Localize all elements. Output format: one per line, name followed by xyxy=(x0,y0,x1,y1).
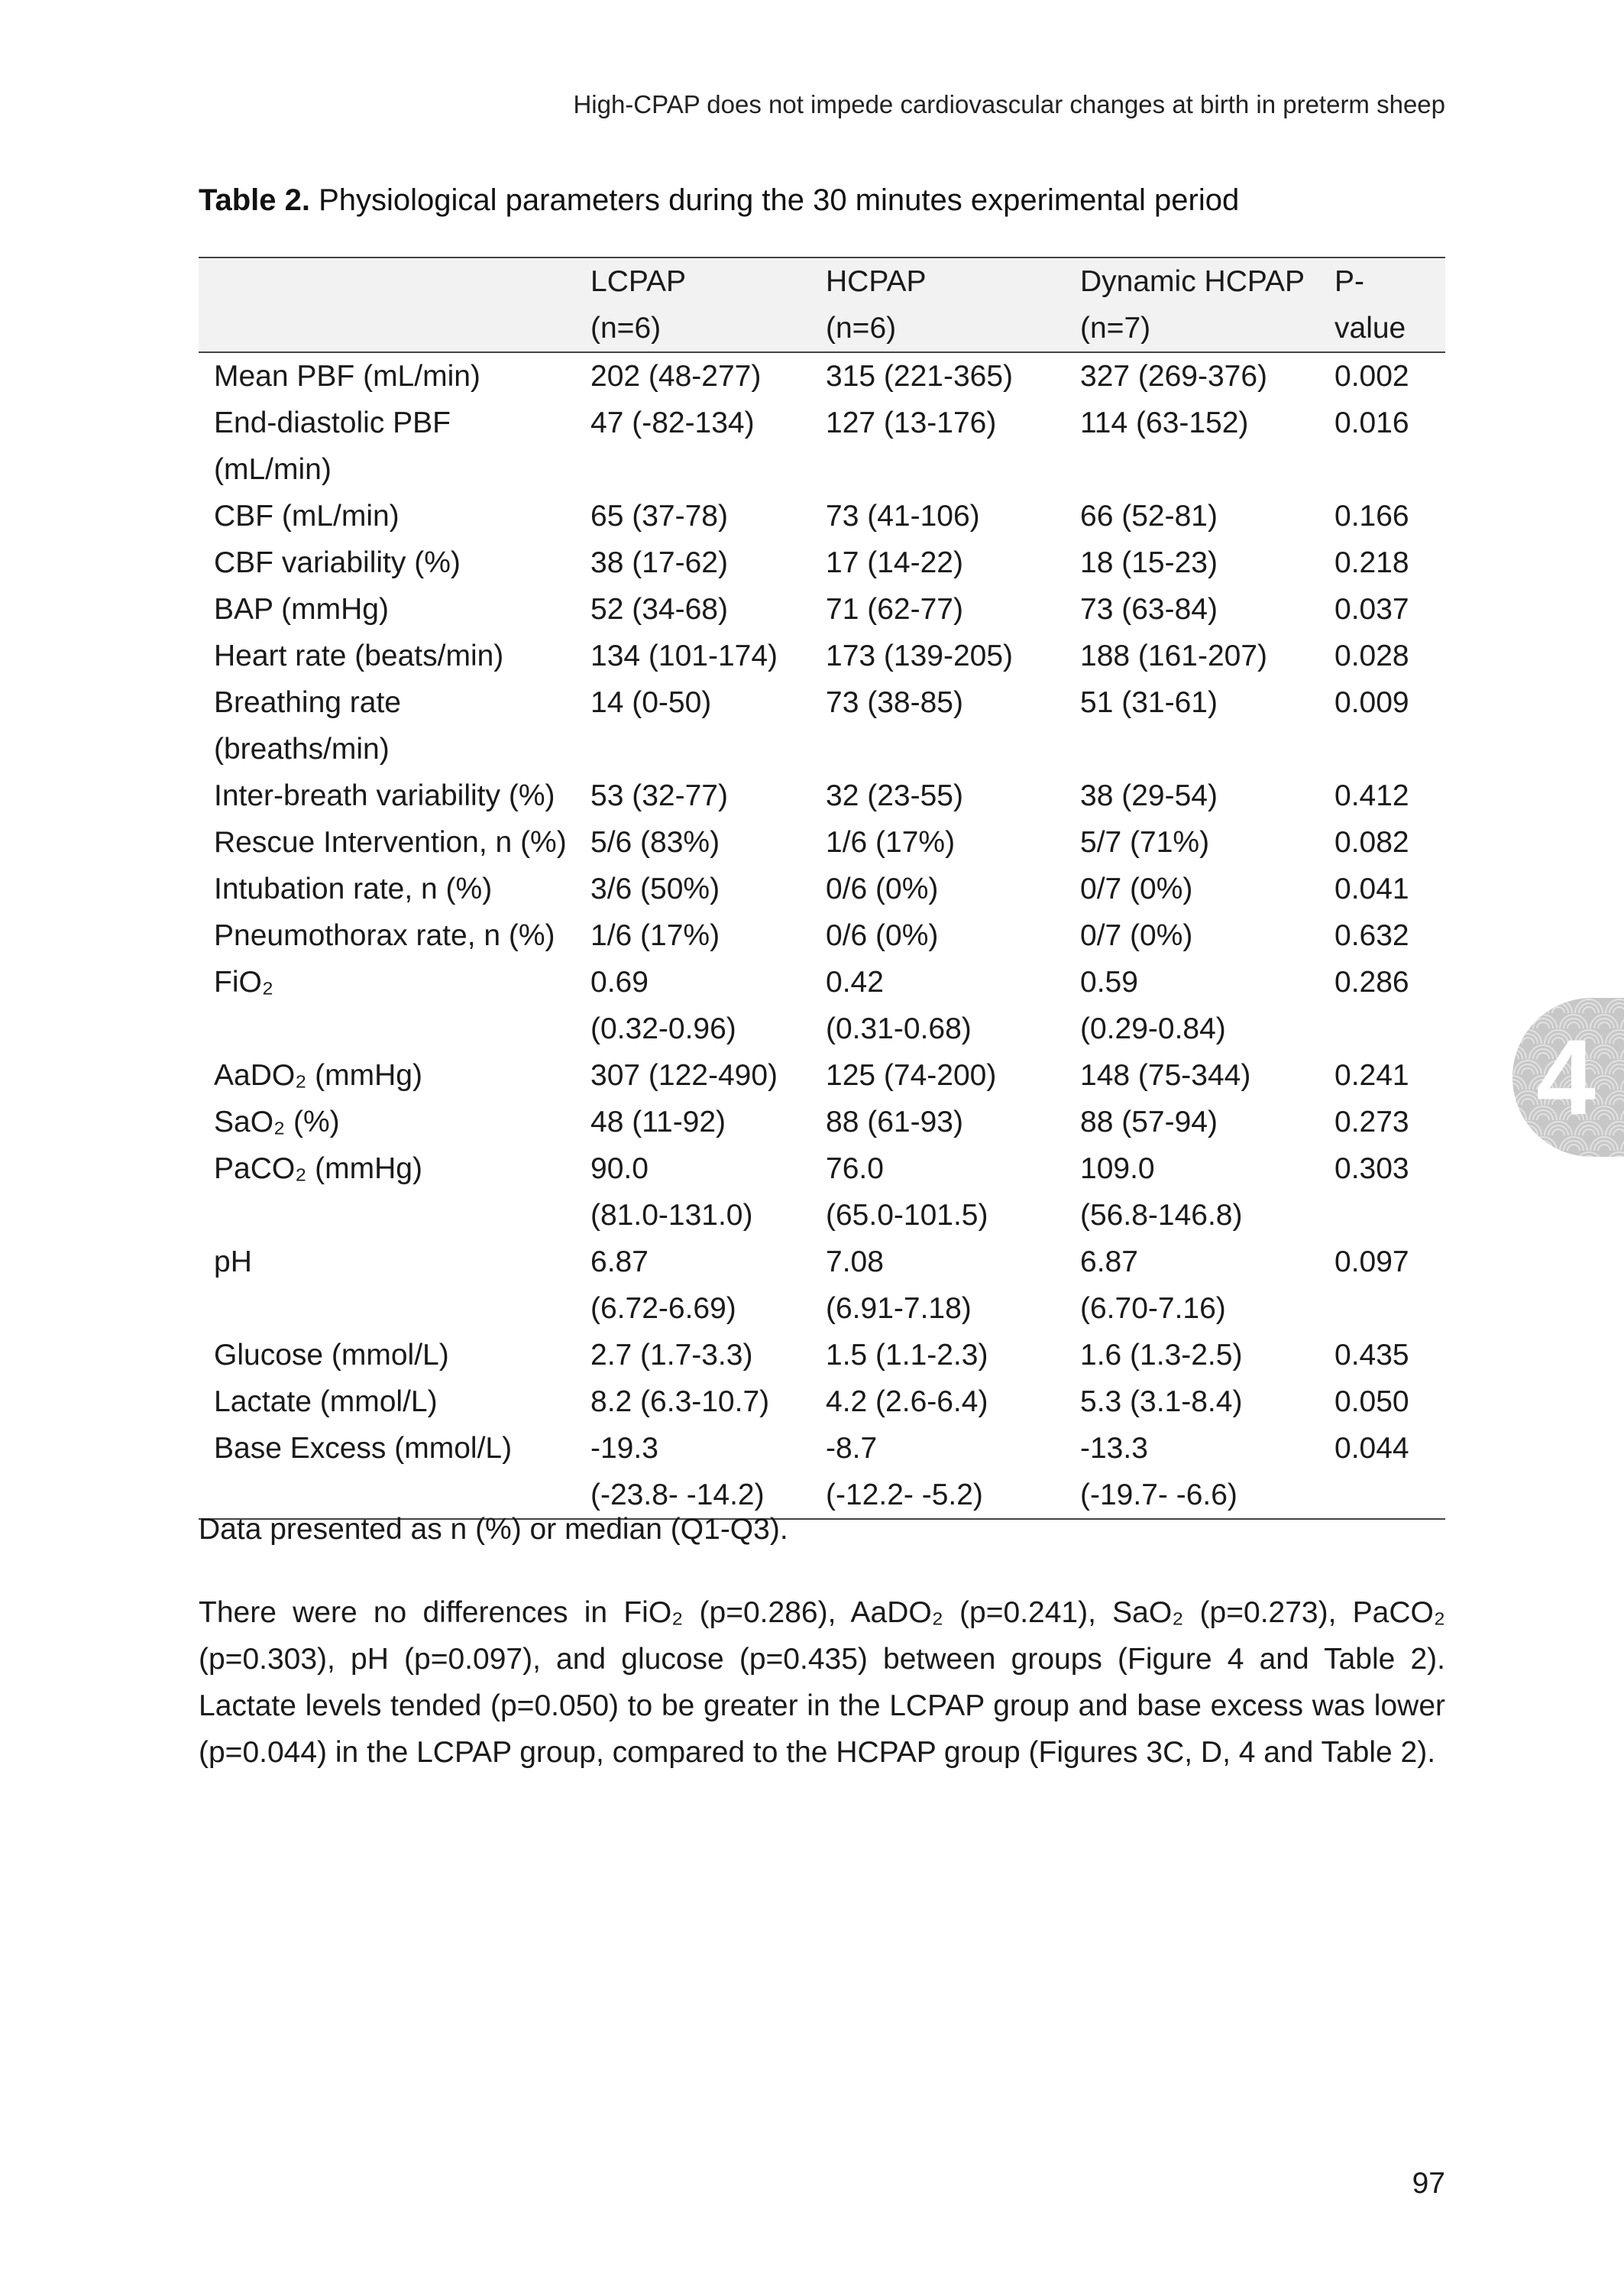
table-row xyxy=(199,1099,1445,1145)
cell-line: 32 (23-55) xyxy=(826,779,963,812)
cell-p-value xyxy=(1334,1378,1445,1425)
cell-p-value xyxy=(1334,912,1445,959)
cell-line: 0.044 xyxy=(1334,1432,1409,1465)
cell-line: 38 (29-54) xyxy=(1080,779,1218,812)
cell-line: 0.082 xyxy=(1334,826,1409,859)
table-row xyxy=(199,1332,1445,1378)
table-caption-label: Table 2. xyxy=(199,183,310,217)
cell-dynamic-hcpap xyxy=(1080,959,1334,1052)
cell-line: Lactate (mmol/L) xyxy=(214,1385,438,1418)
cell-line: 1.5 (1.1-2.3) xyxy=(826,1339,988,1372)
cell-line: 0.632 xyxy=(1334,919,1409,952)
cell-hcpap xyxy=(826,493,1080,539)
cell-hcpap xyxy=(826,819,1080,866)
cell-line: 48 (11-92) xyxy=(590,1106,726,1138)
table-row xyxy=(199,633,1445,679)
table-row xyxy=(199,1052,1445,1099)
cell-line: FiO₂ xyxy=(214,966,273,999)
cell-line: (0.32-0.96) xyxy=(590,1012,736,1045)
cell-line: PaCO₂ (mmHg) xyxy=(214,1152,422,1185)
header-parameter xyxy=(199,305,590,352)
cell-p-value xyxy=(1334,1239,1445,1332)
cell-line: 148 (75-344) xyxy=(1080,1059,1251,1092)
cell-parameter xyxy=(199,1052,590,1099)
cell-parameter xyxy=(199,1239,590,1332)
cell-dynamic-hcpap xyxy=(1080,1332,1334,1378)
cell-lcpap xyxy=(590,819,826,866)
cell-line: 3/6 (50%) xyxy=(590,873,720,905)
cell-line: 0.286 xyxy=(1334,966,1409,999)
cell-lcpap xyxy=(590,866,826,912)
cell-line: -19.3 xyxy=(590,1432,658,1465)
table-row xyxy=(199,819,1445,866)
cell-hcpap xyxy=(826,400,1080,493)
cell-line: 127 (13-176) xyxy=(826,406,997,439)
cell-line: 0.42 xyxy=(826,966,884,999)
cell-line: 88 (61-93) xyxy=(826,1106,963,1138)
cell-line: AaDO₂ (mmHg) xyxy=(214,1059,422,1092)
cell-lcpap xyxy=(590,1239,826,1332)
cell-line: 1/6 (17%) xyxy=(590,919,720,952)
cell-hcpap xyxy=(826,959,1080,1052)
cell-line: Inter-breath variability (%) xyxy=(214,779,555,812)
cell-lcpap xyxy=(590,493,826,539)
cell-line: 0.273 xyxy=(1334,1106,1409,1138)
cell-line: 0.016 xyxy=(1334,406,1409,439)
table-row xyxy=(199,912,1445,959)
cell-line: 14 (0-50) xyxy=(590,686,712,719)
cell-lcpap xyxy=(590,400,826,493)
table-row xyxy=(199,772,1445,819)
cell-line: (-19.7- -6.6) xyxy=(1080,1478,1237,1511)
cell-lcpap xyxy=(590,1099,826,1145)
cell-line: 0.009 xyxy=(1334,686,1409,719)
cell-hcpap xyxy=(826,633,1080,679)
cell-line: 0.028 xyxy=(1334,640,1409,672)
cell-parameter xyxy=(199,400,590,493)
cell-line: 0.050 xyxy=(1334,1385,1409,1418)
cell-line: 76.0 xyxy=(826,1152,884,1185)
cell-p-value xyxy=(1334,352,1445,400)
cell-line: 327 (269-376) xyxy=(1080,360,1268,393)
cell-lcpap xyxy=(590,1425,826,1519)
cell-line: 1/6 (17%) xyxy=(826,826,956,859)
cell-parameter xyxy=(199,633,590,679)
cell-line: 47 (-82-134) xyxy=(590,406,755,439)
cell-lcpap xyxy=(590,1052,826,1099)
cell-parameter xyxy=(199,352,590,400)
cell-p-value xyxy=(1334,866,1445,912)
cell-line: Heart rate (beats/min) xyxy=(214,640,504,672)
cell-lcpap xyxy=(590,772,826,819)
cell-line: (6.70-7.16) xyxy=(1080,1292,1226,1325)
cell-lcpap xyxy=(590,1332,826,1378)
cell-line: 18 (15-23) xyxy=(1080,546,1218,579)
cell-line: 5.3 (3.1-8.4) xyxy=(1080,1385,1243,1418)
table-row xyxy=(199,493,1445,539)
cell-dynamic-hcpap xyxy=(1080,1378,1334,1425)
cell-dynamic-hcpap xyxy=(1080,1099,1334,1145)
cell-lcpap xyxy=(590,679,826,772)
cell-line: 53 (32-77) xyxy=(590,779,728,812)
cell-dynamic-hcpap xyxy=(1080,1425,1334,1519)
cell-hcpap xyxy=(826,352,1080,400)
cell-line: 6.87 xyxy=(1080,1245,1138,1278)
cell-line: 109.0 xyxy=(1080,1152,1155,1185)
cell-parameter xyxy=(199,539,590,586)
cell-line: (6.91-7.18) xyxy=(826,1292,972,1325)
cell-line: 17 (14-22) xyxy=(826,546,963,579)
cell-lcpap xyxy=(590,539,826,586)
cell-line: 90.0 xyxy=(590,1152,649,1185)
cell-dynamic-hcpap xyxy=(1080,539,1334,586)
cell-lcpap xyxy=(590,352,826,400)
table-row xyxy=(199,1425,1445,1519)
cell-line: 114 (63-152) xyxy=(1080,406,1249,439)
cell-line: 0.037 xyxy=(1334,593,1409,626)
cell-line: 1.6 (1.3-2.5) xyxy=(1080,1339,1243,1372)
cell-p-value xyxy=(1334,1425,1445,1519)
cell-parameter xyxy=(199,772,590,819)
cell-line: 0.69 xyxy=(590,966,649,999)
table-row xyxy=(199,1145,1445,1239)
cell-line: 173 (139-205) xyxy=(826,640,1014,672)
cell-line: 0.59 xyxy=(1080,966,1138,999)
table-row xyxy=(199,400,1445,493)
cell-line: 202 (48-277) xyxy=(590,360,762,393)
cell-line: 0.097 xyxy=(1334,1245,1409,1278)
cell-line: 51 (31-61) xyxy=(1080,686,1218,719)
cell-line: End-diastolic PBF xyxy=(214,406,451,439)
cell-hcpap xyxy=(826,866,1080,912)
cell-p-value xyxy=(1334,772,1445,819)
cell-line: 0.166 xyxy=(1334,500,1409,533)
cell-line: 125 (74-200) xyxy=(826,1059,997,1092)
cell-dynamic-hcpap xyxy=(1080,633,1334,679)
cell-hcpap xyxy=(826,586,1080,633)
cell-line: 2.7 (1.7-3.3) xyxy=(590,1339,753,1372)
cell-lcpap xyxy=(590,912,826,959)
cell-line: 0.041 xyxy=(1334,873,1409,905)
cell-line: (6.72-6.69) xyxy=(590,1292,736,1325)
running-header: High-CPAP does not impede cardiovascular changes at birth in preterm sheep xyxy=(573,90,1445,118)
header-hcpap: HCPAP xyxy=(826,257,1080,305)
cell-line: pH xyxy=(214,1245,252,1278)
cell-parameter xyxy=(199,586,590,633)
cell-hcpap xyxy=(826,1332,1080,1378)
header-dynamic-hcpap: (n=7) xyxy=(1080,305,1334,352)
cell-p-value xyxy=(1334,679,1445,772)
cell-line: (81.0-131.0) xyxy=(590,1199,753,1232)
cell-dynamic-hcpap xyxy=(1080,866,1334,912)
cell-hcpap xyxy=(826,1425,1080,1519)
table-row xyxy=(199,352,1445,400)
cell-line: (breaths/min) xyxy=(214,733,390,766)
header-dynamic-hcpap: Dynamic HCPAP xyxy=(1080,257,1334,305)
cell-line: Intubation rate, n (%) xyxy=(214,873,493,905)
cell-dynamic-hcpap xyxy=(1080,679,1334,772)
table-header-row xyxy=(199,257,1445,305)
cell-dynamic-hcpap xyxy=(1080,400,1334,493)
cell-line: 66 (52-81) xyxy=(1080,500,1218,533)
table-row xyxy=(199,866,1445,912)
cell-dynamic-hcpap xyxy=(1080,1052,1334,1099)
cell-dynamic-hcpap xyxy=(1080,352,1334,400)
cell-lcpap xyxy=(590,1378,826,1425)
cell-parameter xyxy=(199,912,590,959)
cell-dynamic-hcpap xyxy=(1080,772,1334,819)
table-row xyxy=(199,1378,1445,1425)
cell-line: 0.303 xyxy=(1334,1152,1409,1185)
cell-line: 73 (41-106) xyxy=(826,500,980,533)
cell-line: 65 (37-78) xyxy=(590,500,728,533)
header-p-value: value xyxy=(1334,305,1445,352)
cell-line: Base Excess (mmol/L) xyxy=(214,1432,513,1465)
cell-line: CBF (mL/min) xyxy=(214,500,400,533)
cell-parameter xyxy=(199,1332,590,1378)
cell-hcpap xyxy=(826,1052,1080,1099)
header-lcpap: LCPAP xyxy=(590,257,826,305)
cell-line: Pneumothorax rate, n (%) xyxy=(214,919,555,952)
cell-lcpap xyxy=(590,586,826,633)
cell-line: 315 (221-365) xyxy=(826,360,1014,393)
chapter-number: 4 xyxy=(1536,1017,1596,1137)
cell-line: Glucose (mmol/L) xyxy=(214,1339,449,1372)
cell-line: 38 (17-62) xyxy=(590,546,728,579)
cell-line: 73 (38-85) xyxy=(826,686,963,719)
cell-dynamic-hcpap xyxy=(1080,1239,1334,1332)
cell-line: (0.29-0.84) xyxy=(1080,1012,1226,1045)
cell-parameter xyxy=(199,1425,590,1519)
cell-line: 8.2 (6.3-10.7) xyxy=(590,1385,770,1418)
page-number: 97 xyxy=(1412,2167,1445,2200)
cell-line: 0.241 xyxy=(1334,1059,1409,1092)
cell-line: 0/6 (0%) xyxy=(826,919,939,952)
header-hcpap: (n=6) xyxy=(826,305,1080,352)
cell-line: 4.2 (2.6-6.4) xyxy=(826,1385,988,1418)
header-lcpap: (n=6) xyxy=(590,305,826,352)
cell-hcpap xyxy=(826,772,1080,819)
cell-line: Mean PBF (mL/min) xyxy=(214,360,480,393)
cell-lcpap xyxy=(590,1145,826,1239)
results-paragraph: There were no differences in FiO₂ (p=0.286), AaDO₂ (p=0.241), SaO₂ (p=0.273), PaCO₂ (p=0.303), pH (p=0.097), and glucose (p=0.435) between groups (Figure 4 and Table 2). Lactate levels tended (p=0.050) to be greater in the LCPAP group and base excess was lower (p=0.044) in the LCPAP group, compared to the HCPAP group (Figures 3C, D, 4 and Table 2). xyxy=(199,1596,1445,1769)
cell-line: Rescue Intervention, n (%) xyxy=(214,826,567,859)
cell-hcpap xyxy=(826,1145,1080,1239)
header-p-value: P- xyxy=(1334,257,1445,305)
cell-line: (56.8-146.8) xyxy=(1080,1199,1243,1232)
table-row xyxy=(199,586,1445,633)
cell-p-value xyxy=(1334,959,1445,1052)
cell-line: SaO₂ (%) xyxy=(214,1106,340,1138)
cell-dynamic-hcpap xyxy=(1080,912,1334,959)
cell-lcpap xyxy=(590,959,826,1052)
cell-parameter xyxy=(199,1145,590,1239)
cell-line: 0.435 xyxy=(1334,1339,1409,1372)
cell-dynamic-hcpap xyxy=(1080,586,1334,633)
cell-parameter xyxy=(199,866,590,912)
cell-parameter xyxy=(199,493,590,539)
cell-line: -13.3 xyxy=(1080,1432,1148,1465)
physiological-parameters-table xyxy=(199,257,1445,1520)
cell-p-value xyxy=(1334,539,1445,586)
cell-hcpap xyxy=(826,1239,1080,1332)
cell-line: 5/7 (71%) xyxy=(1080,826,1210,859)
cell-parameter xyxy=(199,679,590,772)
cell-line: 73 (63-84) xyxy=(1080,593,1218,626)
cell-line: -8.7 xyxy=(826,1432,878,1465)
table-caption xyxy=(199,183,1239,218)
cell-p-value xyxy=(1334,1099,1445,1145)
cell-parameter xyxy=(199,959,590,1052)
cell-line: (mL/min) xyxy=(214,453,332,486)
table-row xyxy=(199,679,1445,772)
cell-p-value xyxy=(1334,1332,1445,1378)
cell-parameter xyxy=(199,819,590,866)
table-row xyxy=(199,959,1445,1052)
cell-line: (0.31-0.68) xyxy=(826,1012,972,1045)
cell-hcpap xyxy=(826,1099,1080,1145)
cell-line: 134 (101-174) xyxy=(590,640,778,672)
cell-p-value xyxy=(1334,1052,1445,1099)
table-footnote: Data presented as n (%) or median (Q1-Q3). xyxy=(199,1513,788,1546)
cell-line: 5/6 (83%) xyxy=(590,826,720,859)
cell-p-value xyxy=(1334,633,1445,679)
table-caption-text: Physiological parameters during the 30 minutes experimental period xyxy=(309,183,1240,217)
cell-hcpap xyxy=(826,912,1080,959)
cell-dynamic-hcpap xyxy=(1080,493,1334,539)
cell-p-value xyxy=(1334,586,1445,633)
cell-line: 0/7 (0%) xyxy=(1080,873,1193,905)
table-row xyxy=(199,1239,1445,1332)
cell-p-value xyxy=(1334,819,1445,866)
cell-line: 52 (34-68) xyxy=(590,593,728,626)
cell-parameter xyxy=(199,1099,590,1145)
cell-line: Breathing rate xyxy=(214,686,401,719)
cell-line: 6.87 xyxy=(590,1245,649,1278)
cell-hcpap xyxy=(826,679,1080,772)
cell-p-value xyxy=(1334,1145,1445,1239)
cell-line: 0/7 (0%) xyxy=(1080,919,1193,952)
cell-hcpap xyxy=(826,539,1080,586)
header-parameter xyxy=(199,257,590,305)
cell-lcpap xyxy=(590,633,826,679)
cell-p-value xyxy=(1334,493,1445,539)
cell-dynamic-hcpap xyxy=(1080,1145,1334,1239)
cell-line: 88 (57-94) xyxy=(1080,1106,1218,1138)
cell-line: 71 (62-77) xyxy=(826,593,963,626)
cell-line: 188 (161-207) xyxy=(1080,640,1268,672)
cell-line: BAP (mmHg) xyxy=(214,593,389,626)
cell-p-value xyxy=(1334,400,1445,493)
cell-line: 0/6 (0%) xyxy=(826,873,939,905)
table-header-row xyxy=(199,305,1445,352)
cell-line: (65.0-101.5) xyxy=(826,1199,988,1232)
chapter-tab xyxy=(1512,998,1624,1157)
cell-hcpap xyxy=(826,1378,1080,1425)
cell-line: 0.412 xyxy=(1334,779,1409,812)
cell-line: 0.002 xyxy=(1334,360,1409,393)
cell-line: CBF variability (%) xyxy=(214,546,461,579)
table-row xyxy=(199,539,1445,586)
cell-line: 7.08 xyxy=(826,1245,884,1278)
cell-line: (-12.2- -5.2) xyxy=(826,1478,983,1511)
cell-line: 0.218 xyxy=(1334,546,1409,579)
cell-dynamic-hcpap xyxy=(1080,819,1334,866)
cell-line: (-23.8- -14.2) xyxy=(590,1478,765,1511)
cell-line: 307 (122-490) xyxy=(590,1059,778,1092)
cell-parameter xyxy=(199,1378,590,1425)
body-paragraph xyxy=(199,1589,1445,1776)
